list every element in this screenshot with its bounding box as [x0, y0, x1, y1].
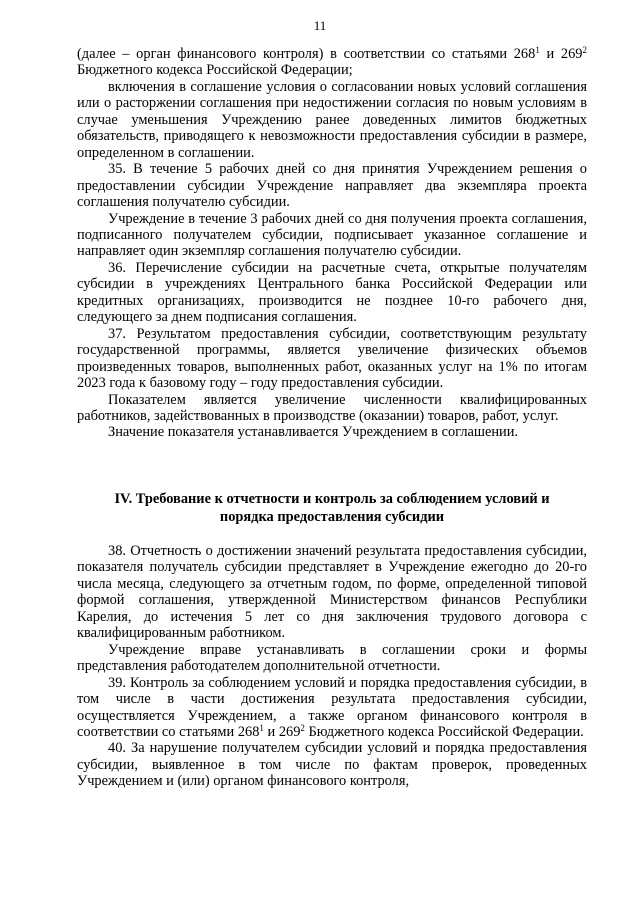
heading-line-1: IV. Требование к отчетности и контроль за соблюдением условий и	[114, 491, 550, 507]
paragraph: включения в соглашение условия о согласовании новых условий соглашения или о расторжении соглашения при недостижении согласия по новым условиям в случае уменьшения Учреждению ранее доведенных лимитов бюджетных обязательств, приводящего к невозможности предоставления субсидии в размере, определенном в соглашении.	[77, 78, 587, 161]
paragraph-item-36: 36. Перечисление субсидии на расчетные счета, открытые получателям субсидии в учреждениях Центрального банка Российской Федерации или кредитных организациях, производится не позднее 10-го рабочего дня, следующего за днем подписания соглашения.	[77, 259, 587, 326]
paragraph-item-35: 35. В течение 5 рабочих дней со дня принятия Учреждением решения о предоставлении субсидии Учреждение направляет два экземпляра проекта соглашения получателю субсидии.	[77, 161, 587, 211]
paragraph: Учреждение в течение 3 рабочих дней со дня получения проекта соглашения, подписанного получателем субсидии, подписывает указанное соглашение и направляет один экземпляр соглашения получателю субсидии.	[77, 210, 587, 260]
paragraph-item-39: 39. Контроль за соблюдением условий и порядка предоставления субсидии, в том числе в части достижения результата предоставления субсидии, осуществляется Учреждением, а также органом финансового контроля в соответствии со статьями $268^1$ и $269^2$ Бюджетного кодекса Российской Федерации.	[77, 674, 587, 740]
superscript: 1	[259, 722, 264, 733]
paragraph: Значение показателя устанавливается Учреждением в соглашении.	[108, 424, 519, 441]
paragraph: Показателем является увеличение численности квалифицированных работников, задействованных в производстве (оказании) товаров, работ, услуг.	[77, 391, 587, 424]
paragraph-item-38: 38. Отчетность о достижении значений результата предоставления субсидии, показателя получатель субсидии представляет в Учреждение ежегодно до 20-го числа месяца, следующего за отчетным годом, по форме, определенной типовой формой соглашения, утвержденной Министерством финансов Республики Карелия, до истечения 5 лет со дня заключения трудового договора с квалифицированным работником.	[77, 543, 587, 642]
heading-line-2: порядка предоставления субсидии	[219, 508, 445, 525]
body-text-section-a	[77, 46, 587, 441]
paragraph-item-37: 37. Результатом предоставления субсидии, соответствующим результату государственной программы, является увеличение физических объемов произведенных товаров, выполненных работ, оказанных услуг на 1% по итогам 2023 года к базовому году – году предоставления субсидии.	[77, 325, 587, 392]
superscript: 1	[535, 45, 540, 55]
body-text-section-b	[77, 543, 587, 790]
paragraph-item-40: 40. За нарушение получателем субсидии условий и порядка предоставления субсидии, выявленное в том числе по фактам проверок, проведенных Учреждением и (или) органом финансового контроля,	[77, 740, 587, 790]
page-number: 11	[313, 18, 327, 33]
paragraph-continuation: (далее – орган финансового контроля) в соответствии со статьями $268^1$ и $269^2$ Бюджетного кодекса Российской Федерации;	[77, 45, 587, 79]
superscript: 2	[582, 45, 587, 55]
section-heading	[77, 491, 587, 526]
paragraph: Учреждение вправе устанавливать в соглашении сроки и формы представления работодателем дополнительной отчетности.	[77, 641, 587, 675]
superscript: 2	[300, 722, 305, 733]
